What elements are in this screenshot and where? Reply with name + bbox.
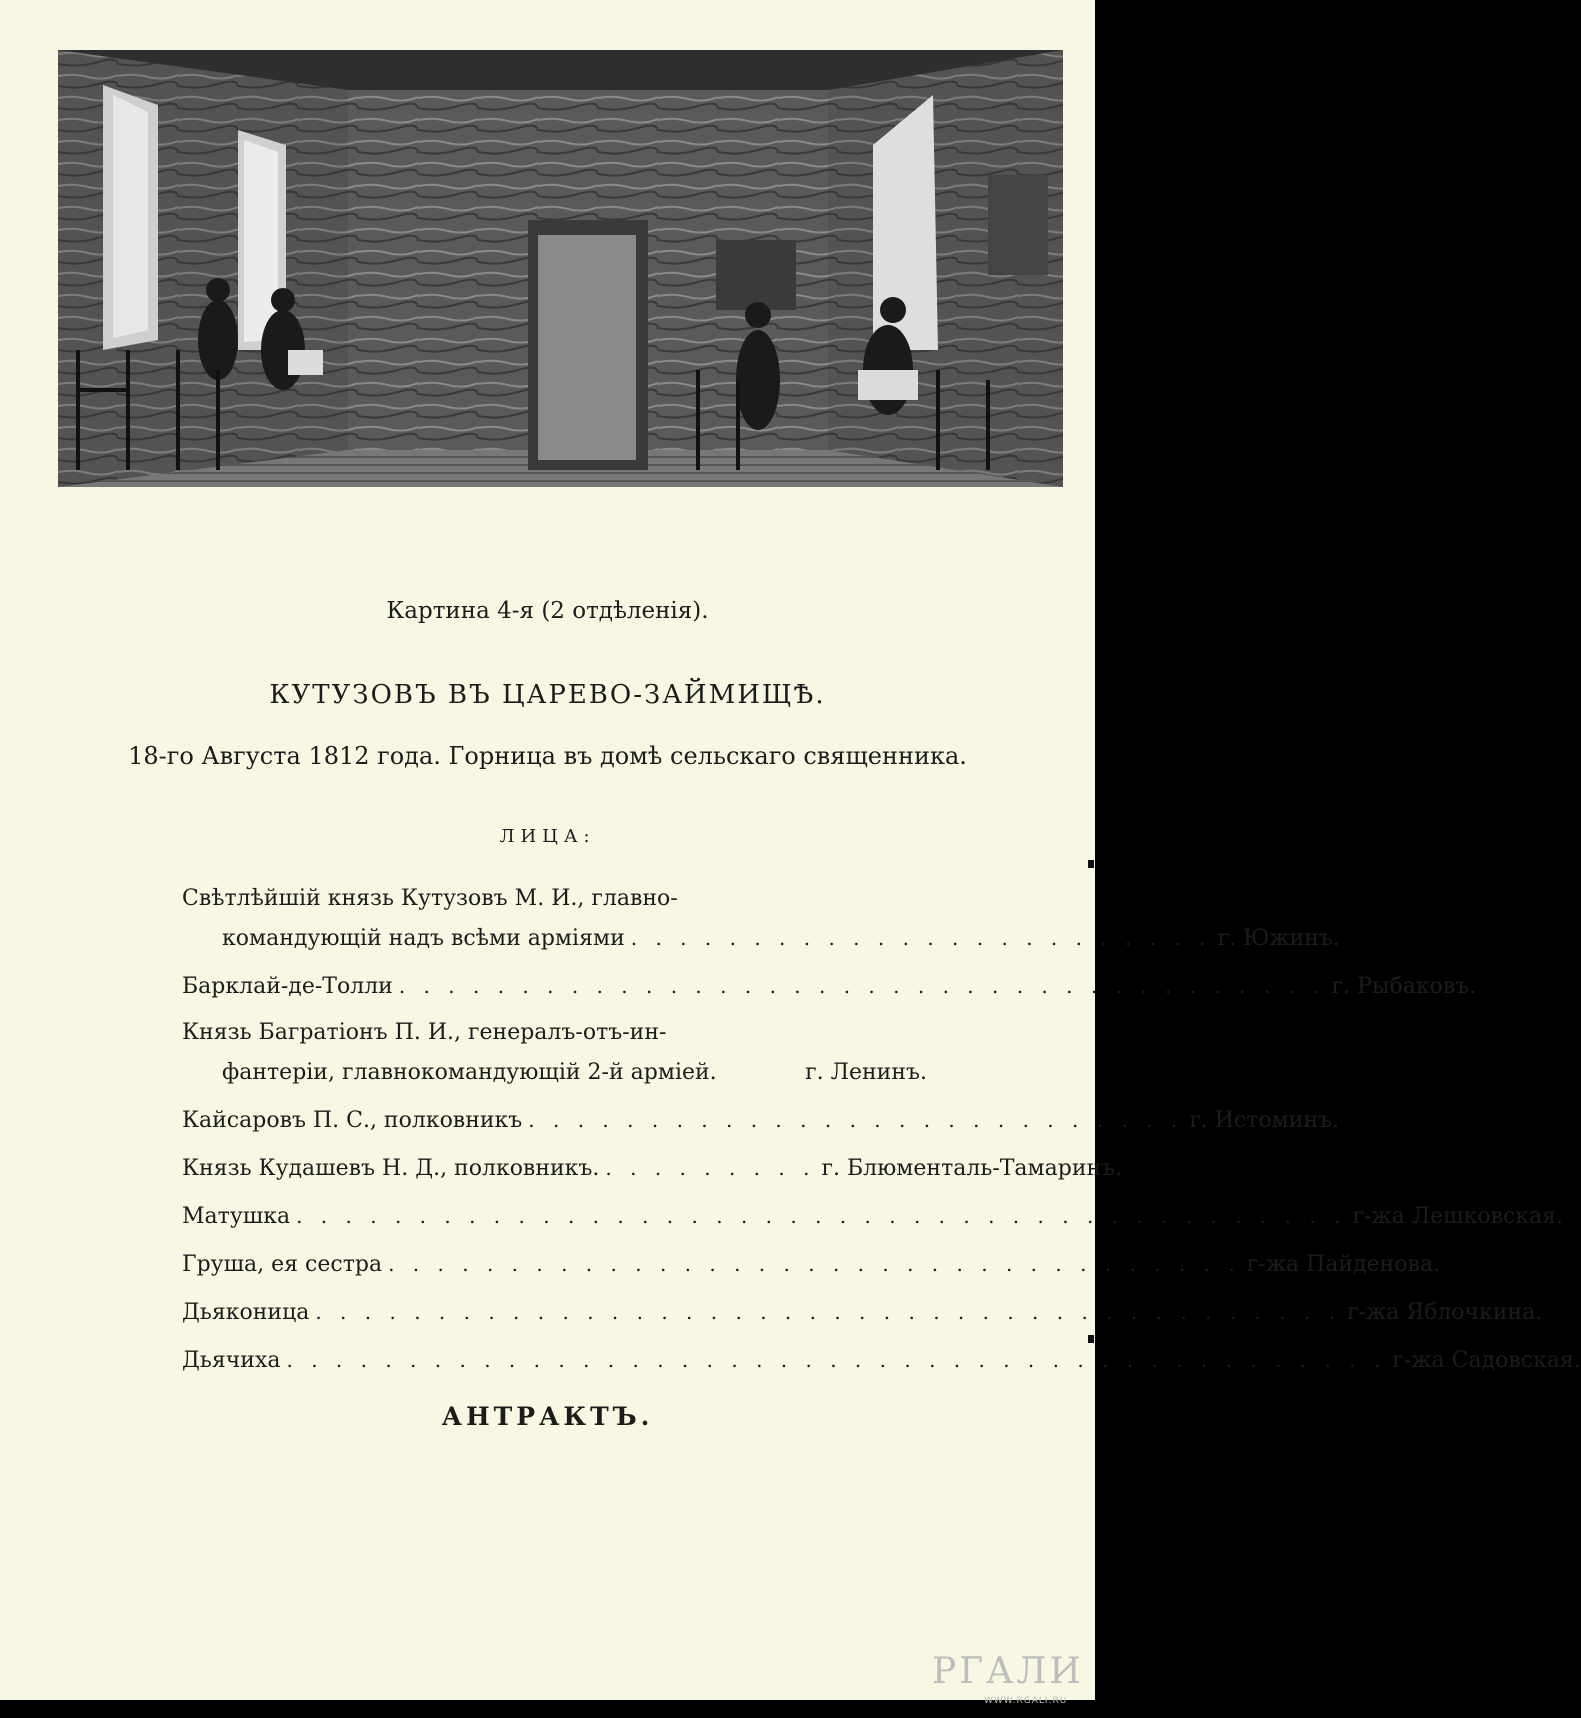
- cast-row-bagration: [182, 1020, 722, 1045]
- leader-dots: . . . . . . . . . . . . . . . . . . . . . . . .: [630, 926, 1212, 950]
- cast-role: фантеріи, главнокомандующій 2-й арміей.: [222, 1060, 717, 1085]
- cast-role: Матушка: [182, 1204, 291, 1229]
- cast-row-dyachikha: [182, 1348, 1581, 1373]
- cast-row-bagration-cont: [222, 1060, 927, 1085]
- scene-title: КУТУЗОВЪ ВЪ ЦАРЕВО-ЗАЙМИЩѢ.: [269, 680, 826, 710]
- leader-dots: . . . . . . . . .: [605, 1156, 816, 1180]
- leader-dots: . . . . . . . . . . . . . . . . . . . . . . . . . . . . . . . . . . . . . .: [398, 974, 1326, 998]
- cast-actor: г-жа Пайденова.: [1246, 1252, 1440, 1277]
- cast-heading: ЛИЦА:: [499, 826, 596, 847]
- cast-row-kaisarov: [182, 1108, 1340, 1133]
- cast-actor: г. Ленинъ.: [805, 1060, 927, 1085]
- archive-logo: РГАЛИ: [932, 1651, 1084, 1692]
- cast-row-matushka: [182, 1204, 1564, 1229]
- cast-row-kudashev: [182, 1156, 1123, 1181]
- scene-setting: 18-го Августа 1812 года. Горница въ домѣ сельскаго священника.: [128, 742, 967, 770]
- cast-row-kutuzov: [182, 886, 722, 911]
- leader-dots: . . . . . . . . . . . . . . . . . . . . . . . . . . .: [528, 1108, 1184, 1132]
- cast-actor: г. Южинъ.: [1217, 926, 1340, 951]
- cast-actor: г. Рыбаковъ.: [1331, 974, 1477, 999]
- cast-role: командующій надъ всѣми арміями: [222, 926, 625, 951]
- cast-row-dyakonitsa: [182, 1300, 1543, 1325]
- margin-mark: [1088, 1335, 1094, 1343]
- cast-row-grusha: [182, 1252, 1440, 1277]
- cast-role: Князь Кудашевъ Н. Д., полковникъ.: [182, 1156, 600, 1181]
- cast-row-barclay: [182, 974, 1477, 999]
- cast-row-kutuzov-cont: [222, 926, 1340, 951]
- leader-dots: . . . . . . . . . . . . . . . . . . . . . . . . . . . . . . . . . . .: [388, 1252, 1241, 1276]
- cast-role: Князь Багратіонъ П. И., генералъ-отъ-ин-: [182, 1020, 667, 1045]
- intermission-label: АНТРАКТЪ.: [441, 1402, 654, 1431]
- cast-role: Дьяконица: [182, 1300, 310, 1325]
- cast-role: Дьячиха: [182, 1348, 281, 1373]
- cast-actor: г. Блюменталь-Тамаринъ.: [821, 1156, 1123, 1181]
- cast-role: Барклай-де-Толли: [182, 974, 393, 999]
- cast-role: Груша, ея сестра: [182, 1252, 383, 1277]
- cast-actor: г-жа Садовская.: [1392, 1348, 1581, 1373]
- cast-actor: г-жа Лешковская.: [1352, 1204, 1564, 1229]
- cast-actor: г. Истоминъ.: [1189, 1108, 1340, 1133]
- cast-role: Кайсаровъ П. С., полковникъ: [182, 1108, 523, 1133]
- margin-mark: [1088, 860, 1094, 868]
- leader-dots: . . . . . . . . . . . . . . . . . . . . . . . . . . . . . . . . . . . . . . . . . . . . .: [286, 1348, 1387, 1372]
- leader-dots: . . . . . . . . . . . . . . . . . . . . . . . . . . . . . . . . . . . . . . . . . . .: [296, 1204, 1347, 1228]
- cast-actor: г-жа Яблочкина.: [1347, 1300, 1543, 1325]
- archive-url: WWW.RGALI.RU: [984, 1696, 1068, 1706]
- scene-number: Картина 4-я (2 отдѣленія).: [386, 598, 709, 624]
- leader-dots: . . . . . . . . . . . . . . . . . . . . . . . . . . . . . . . . . . . . . . . . . .: [315, 1300, 1341, 1324]
- cast-role: Свѣтлѣйшій князь Кутузовъ М. И., главно-: [182, 886, 678, 911]
